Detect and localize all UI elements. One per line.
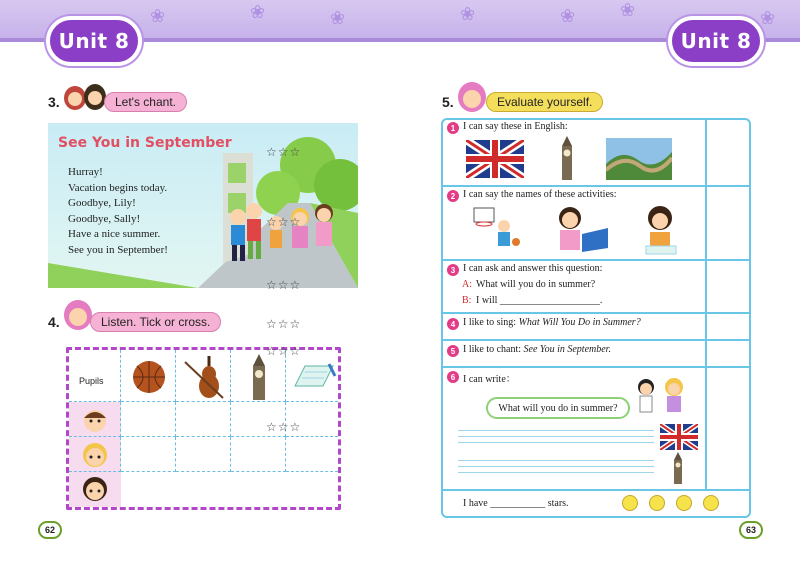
rating-stars[interactable]: ☆☆☆ <box>266 344 302 358</box>
notebook-icon <box>291 362 337 390</box>
chant-line: See you in September! <box>68 243 168 256</box>
neutral-face-icon <box>676 495 692 511</box>
chant-line: Goodbye, Lily! <box>68 197 136 210</box>
butterfly-icon: ❀ <box>620 0 636 21</box>
butterfly-icon: ❀ <box>330 8 346 29</box>
basketball-player-icon <box>470 206 524 254</box>
girl-reading-icon <box>552 204 612 254</box>
row-number-dot: 5 <box>447 345 459 357</box>
chant-line: Hurray! <box>68 166 103 178</box>
row-2-text: I can say the names of these activities: <box>463 189 617 200</box>
basketball-icon <box>129 358 169 396</box>
row-4-line <box>463 317 641 328</box>
two-kids-icon <box>634 378 692 414</box>
section-5-title: Evaluate yourself. <box>486 92 603 112</box>
girl-blonde-face-icon <box>79 440 111 470</box>
row-3-text: I can ask and answer this question: <box>463 263 603 274</box>
uk-flag-icon <box>660 424 698 450</box>
rating-stars[interactable]: ☆☆☆ <box>266 145 302 159</box>
butterfly-icon: ❀ <box>460 4 476 25</box>
song-title: What Will You Do in Summer? <box>518 317 641 328</box>
big-ben-icon <box>244 354 274 400</box>
girl-writing-icon <box>640 204 680 256</box>
butterfly-icon: ❀ <box>760 8 776 29</box>
chant-lines <box>68 165 168 259</box>
question-text: What will you do in summer? <box>476 279 596 290</box>
section-3-title: Let's chant. <box>104 92 187 112</box>
butterfly-icon: ❀ <box>560 6 576 27</box>
violin-icon <box>179 354 229 400</box>
unit-badge-left: Unit 8 <box>46 16 142 66</box>
row-1-text: I can say these in English: <box>463 121 568 132</box>
chant-line: Vacation begins today. <box>68 181 168 194</box>
butterfly-icon: ❀ <box>150 6 166 27</box>
row-5-text: I like to chant: <box>463 344 522 355</box>
row-number-dot: 2 <box>447 190 459 202</box>
rating-stars[interactable]: ☆☆☆ <box>266 317 302 331</box>
section-4-title: Listen. Tick or cross. <box>90 312 221 332</box>
chant-line: Have a nice summer. <box>68 228 161 241</box>
speaker-a-label: A: <box>462 279 472 290</box>
girl-dark-face-icon <box>79 474 111 504</box>
star-count-text[interactable]: I have ___________ stars. <box>463 498 569 509</box>
answer-blank[interactable]: I will ____________________. <box>476 295 603 306</box>
big-ben-icon <box>668 452 688 484</box>
sad-face-icon <box>703 495 719 511</box>
chant-picture <box>48 123 358 288</box>
section-4-number: 4. <box>48 314 60 330</box>
page-number-left: 62 <box>38 521 62 539</box>
row-number-dot: 1 <box>447 122 459 134</box>
smiling-face-icon <box>649 495 665 511</box>
rating-stars[interactable]: ☆☆☆ <box>266 215 302 229</box>
row-number-dot: 6 <box>447 371 459 383</box>
row-6-text: I can write： <box>463 374 516 385</box>
big-ben-icon <box>554 136 580 180</box>
section-3-number: 3. <box>48 94 60 110</box>
rating-stars[interactable]: ☆☆☆ <box>266 420 302 434</box>
row-number-dot: 4 <box>447 318 459 330</box>
row-5-line <box>463 344 611 355</box>
page-number-right: 63 <box>739 521 763 539</box>
speaker-b-label: B: <box>462 295 472 306</box>
butterfly-icon: ❀ <box>250 2 266 23</box>
row-4-text: I like to sing: <box>463 317 517 328</box>
chant-line: Goodbye, Sally! <box>68 212 141 225</box>
chant-title-ref: See You in September. <box>523 344 611 355</box>
laughing-face-icon <box>622 495 638 511</box>
row-number-dot: 3 <box>447 264 459 276</box>
pupils-label: Pupils <box>79 376 104 386</box>
section-5-number: 5. <box>442 94 454 110</box>
unit-badge-right: Unit 8 <box>668 16 764 66</box>
speech-bubble: What will you do in summer? <box>486 397 630 419</box>
boy-face-icon <box>81 406 109 434</box>
chant-title: See You in September <box>58 135 232 151</box>
great-wall-icon <box>606 138 672 180</box>
rating-stars[interactable]: ☆☆☆ <box>266 278 302 292</box>
uk-flag-icon <box>466 140 524 178</box>
